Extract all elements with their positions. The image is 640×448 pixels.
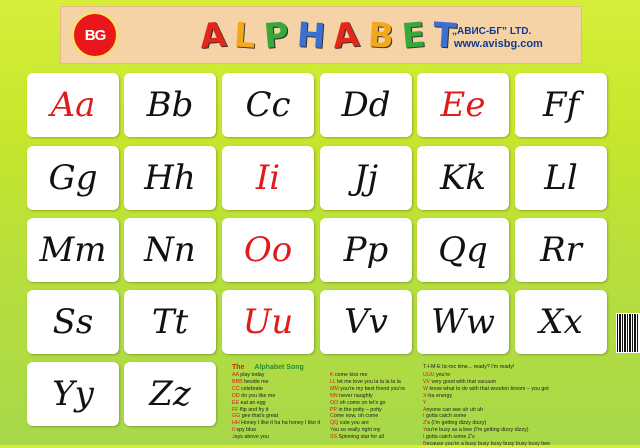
song-column-3-intro: T-I-M-E tic-toc time... ready? I'm ready! bbox=[423, 364, 515, 370]
song-title-main: Alphabet Song bbox=[254, 364, 304, 371]
song-line: NN never naughty bbox=[330, 392, 373, 399]
letter-card-a: Aa bbox=[27, 73, 119, 137]
letter-card-g: Gg bbox=[27, 146, 119, 210]
letter-card-d: Dd bbox=[320, 73, 412, 137]
song-title-prefix: The bbox=[232, 364, 245, 371]
song-line: Anyone can see uh uh uh bbox=[423, 406, 484, 413]
song-line: K come kiss me bbox=[330, 372, 368, 378]
title-letter: P bbox=[262, 14, 291, 58]
title-letter: T bbox=[431, 15, 458, 57]
song-line: II spy blue bbox=[232, 427, 257, 434]
song-line: FF flip and fry it bbox=[232, 406, 269, 413]
song-line: QQ cute you are bbox=[330, 420, 369, 427]
website: www.avisbg.com bbox=[454, 38, 543, 50]
song-line: X-tra energy bbox=[423, 392, 453, 399]
letter-card-w: Ww bbox=[417, 290, 509, 354]
letter-card-v: Vv bbox=[320, 290, 412, 354]
letter-card-h: Hh bbox=[124, 146, 216, 210]
song-line: GG gee that's great bbox=[232, 413, 279, 420]
song-line: DD do you like me bbox=[232, 392, 276, 399]
letter-card-y: Yy bbox=[27, 362, 119, 426]
song-line: Jays above you bbox=[232, 434, 269, 441]
song-line: MM you're my best friend you're bbox=[330, 385, 406, 392]
letter-card-u: Uu bbox=[222, 290, 314, 354]
song-line: VV very good with that vacuum bbox=[423, 378, 497, 385]
letter-card-f: Ff bbox=[515, 73, 607, 137]
barcode bbox=[616, 313, 640, 353]
letter-card-k: Kk bbox=[417, 146, 509, 210]
title-letter: E bbox=[399, 15, 427, 57]
song-line: EE eat an egg bbox=[232, 399, 266, 406]
song-line: You're busy as a bee (I'm getting dizzy dizzy) bbox=[423, 427, 529, 434]
letter-card-p: Pp bbox=[320, 218, 412, 282]
song-line: CC celebrate bbox=[232, 385, 263, 392]
publisher-logo: BG bbox=[72, 12, 118, 58]
song-line: LL let me love you la la la la la bbox=[330, 378, 401, 385]
song-line: Because you're a busy busy busy busy busy busy bee bbox=[423, 441, 551, 448]
song-line: UUU you're bbox=[423, 372, 451, 378]
letter-card-q: Qq bbox=[417, 218, 509, 282]
song-line: AA play today bbox=[232, 372, 265, 378]
letter-card-m: Mm bbox=[27, 218, 119, 282]
song-column-3 bbox=[423, 372, 550, 448]
song-line: Come now, oh come bbox=[330, 413, 379, 420]
song-line: HH Honey I like it ha ha honey I like it bbox=[232, 420, 321, 427]
song-line: I gotta catch some Z's bbox=[423, 434, 475, 441]
letter-card-l: Ll bbox=[515, 146, 607, 210]
song-column-2 bbox=[330, 372, 405, 441]
letter-card-r: Rr bbox=[515, 218, 607, 282]
song-line: PP in the potty – potty bbox=[330, 406, 382, 413]
song-line: You so really right my bbox=[330, 427, 381, 434]
company-name: „АВИС-БГ” LTD. bbox=[452, 26, 532, 37]
title-letter: B bbox=[366, 15, 396, 57]
song-column-1 bbox=[232, 372, 320, 441]
song-line: Z's (I'm getting dizzy dizzy) bbox=[423, 420, 487, 427]
song-line: BBB beside me bbox=[232, 378, 269, 385]
alphabet-title bbox=[200, 16, 456, 56]
title-letter: L bbox=[232, 15, 258, 57]
letter-card-e: Ee bbox=[417, 73, 509, 137]
letter-card-x: Xx bbox=[515, 290, 607, 354]
letter-card-o: Oo bbox=[222, 218, 314, 282]
title-letter: A bbox=[331, 14, 362, 58]
song-title bbox=[232, 364, 304, 371]
song-line: W know what to do with that wooden broom – you got bbox=[423, 385, 549, 392]
letter-card-j: Jj bbox=[320, 146, 412, 210]
song-line: Y bbox=[423, 399, 427, 406]
song-line: OO oh come on let's go bbox=[330, 399, 386, 406]
letter-card-i: Ii bbox=[222, 146, 314, 210]
letter-card-z: Zz bbox=[124, 362, 216, 426]
title-letter: H bbox=[295, 15, 327, 57]
letter-card-n: Nn bbox=[124, 218, 216, 282]
letter-card-b: Bb bbox=[124, 73, 216, 137]
letter-card-c: Cc bbox=[222, 73, 314, 137]
title-letter: A bbox=[198, 14, 229, 58]
letter-card-s: Ss bbox=[27, 290, 119, 354]
letter-card-t: Tt bbox=[124, 290, 216, 354]
song-line: I gotta catch some bbox=[423, 413, 467, 420]
song-line: SS Spinning star for all bbox=[330, 434, 384, 441]
